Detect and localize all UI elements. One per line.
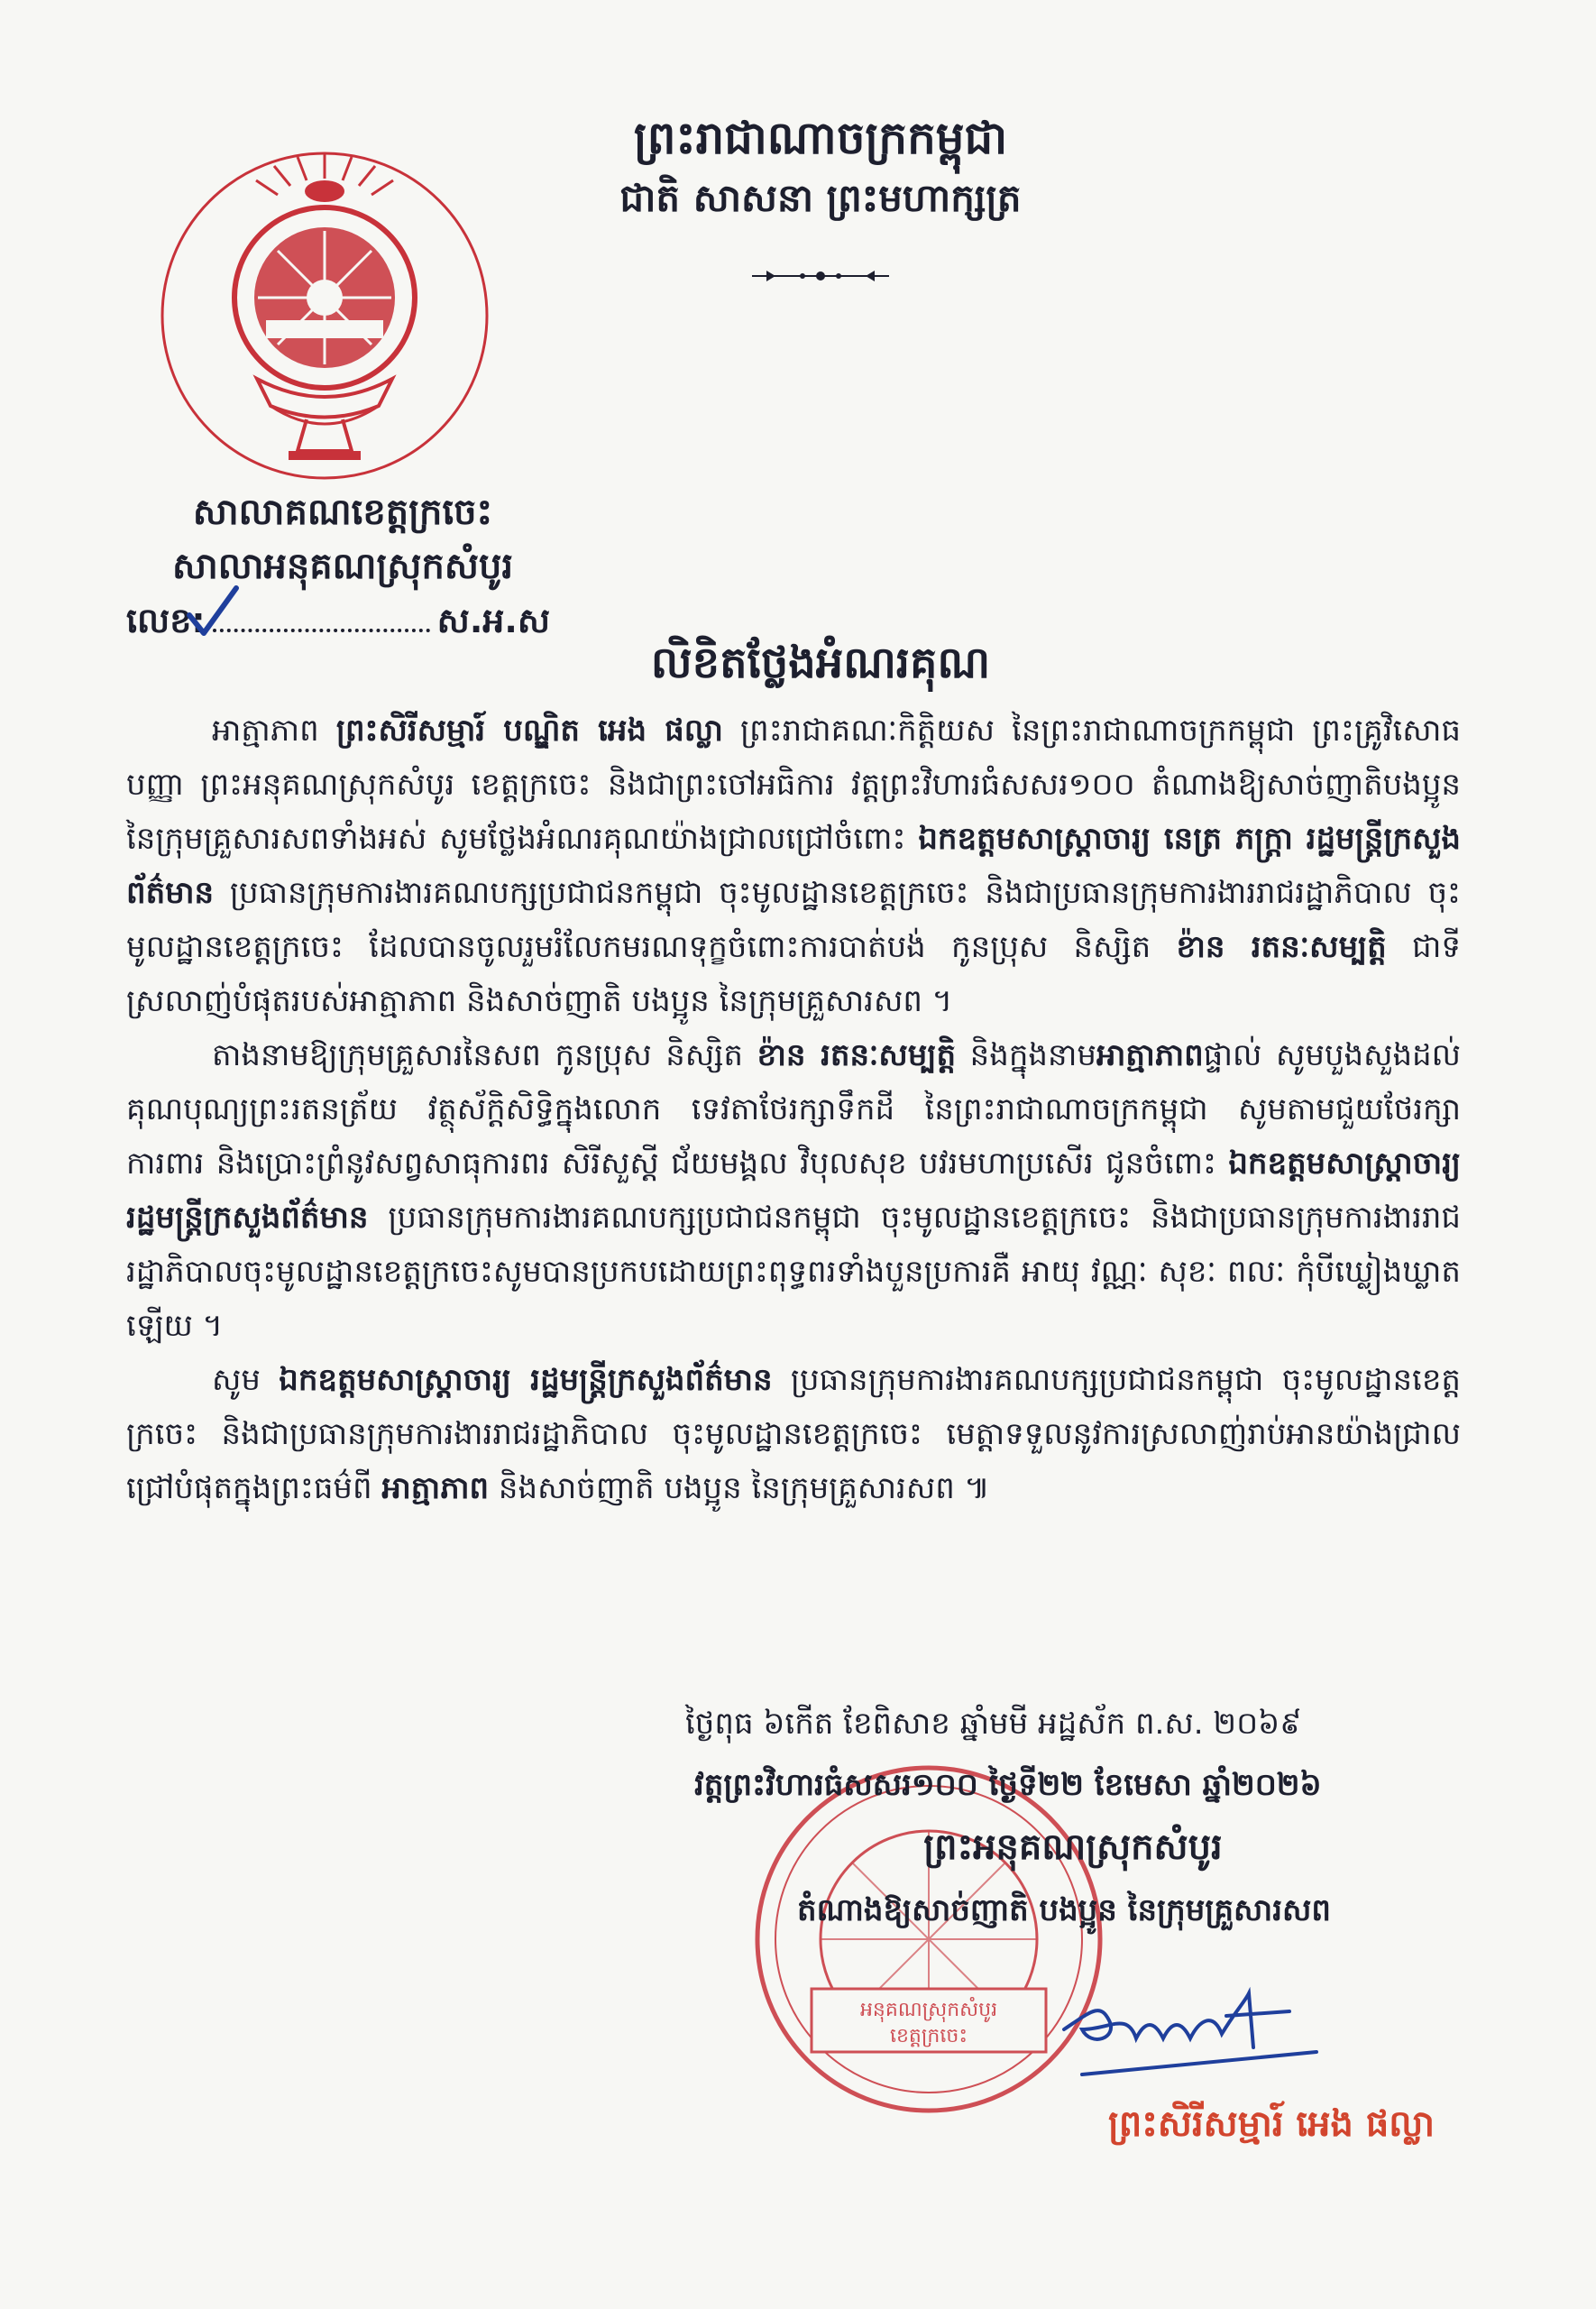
text-run: ជាទីស្រលាញ់បំផុតរបស់អាត្មាភាព និងសាច់ញាតិ បងប្អូន នៃក្រុមគ្រួសារសព ។ (126, 929, 1461, 1019)
text-run: ផ្ទាល់ សូមបួងសួងដល់គុណបុណ្យព្រះរតនត្រ័យ វត្ថុស័ក្តិសិទ្ធិក្នុងលោក ទេវតាថែរក្សាទឹកដី នៃព្រះរាជាណាចក្រកម្ពុជា សូមតាមជួយថែរក្សា ការពារ និងប្រោះព្រំនូវសព្វសាធុការពរ សិរីសួស្តី ជ័យមង្គល វិបុលសុខ បវរមហាប្រសើរ ជូនចំពោះ (126, 1037, 1461, 1182)
paragraph-2 (126, 1028, 1461, 1353)
text-run: និងសាច់ញាតិ បងប្អូន នៃក្រុមគ្រួសារសព ៕ (489, 1470, 990, 1506)
text-run: និងក្នុងនាម (956, 1037, 1096, 1073)
bold-run: ខ៉ាន រតនៈសម្បត្តិ (1176, 929, 1387, 965)
solar-date: វត្តព្រះវិហារធំសសរ១០០ ថ្ងៃទី២២ ខែមេសា ឆ្នាំ២០២៦ (694, 1767, 1322, 1803)
national-motto: ជាតិ សាសនា ព្រះមហាក្សត្រ (619, 176, 1022, 220)
seal-line-2: ខេត្តក្រចេះ (889, 2025, 968, 2047)
kingdom-heading: ព្រះរាជាណាចក្រកម្ពុជា (633, 112, 1008, 164)
bold-run: ខ៉ាន រតនៈសម្បត្តិ (757, 1037, 957, 1073)
district-office: សាលាអនុគណស្រុកសំបូរ (171, 546, 514, 587)
provincial-office: សាលាគណខេត្តក្រចេះ (192, 492, 493, 533)
text-run: ប្រធានក្រុមការងារគណបក្សប្រជាជនកម្ពុជា ចុះមូលដ្ឋានខេត្តក្រចេះ និងជាប្រធានក្រុមការងាររាជរដ្ឋាភិបាលចុះមូលដ្ឋានខេត្តក្រចេះសូមបានប្រកបដោយព្រះពុទ្ធពរទាំងបួនប្រការគឺ អាយុ វណ្ណៈ សុខៈ ពលៈ កុំបីឃ្លៀងឃ្លាតឡើយ ។ (126, 1200, 1461, 1344)
handwritten-signature (1055, 1975, 1325, 2084)
paragraph-3 (126, 1353, 1461, 1515)
bold-run: ឯកឧត្តមសាស្ត្រាចារ្យ រដ្ឋមន្ត្រីក្រសួងព័ត៌មាន (279, 1362, 773, 1398)
seal-line-1: អនុគណស្រុកសំបូរ (859, 1999, 998, 2021)
signer-name: ព្រះសិរីសម្មារ៍ អេង ផល្លា (1107, 2103, 1435, 2145)
bold-run: ព្រះសិរីសម្មារ៍ បណ្ឌិត អេង ផល្លា (335, 713, 723, 749)
letter-title: លិខិតថ្លែងអំណរគុណ (650, 638, 991, 688)
text-run: ប្រធានក្រុមការងារគណបក្សប្រជាជនកម្ពុជា ចុះមូលដ្ឋានខេត្តក្រចេះ និងជាប្រធានក្រុមការងាររាជរដ្ឋាភិបាល ចុះមូលដ្ឋានខេត្តក្រចេះ ដែលបានចូលរួមរំលែកមរណទុក្ខចំពោះការបាត់បង់ កូនប្រុស និស្សិត (126, 875, 1461, 965)
buddhist-emblem-icon (153, 144, 496, 487)
bold-run: អាត្មាភាព (1096, 1037, 1204, 1073)
reference-label: លេខ: (126, 601, 206, 640)
text-run: តាងនាមឱ្យក្រុមគ្រួសារនៃសព កូនប្រុស និស្សិត (212, 1037, 757, 1073)
ornament-divider-icon (748, 265, 893, 287)
reference-suffix: ស.អ.ស (436, 601, 550, 640)
lunar-date: ថ្ងៃពុធ ៦កើត ខែពិសាខ ឆ្នាំមមី អដ្ឋស័ក ព.ស. ២០៦៩ (685, 1706, 1302, 1742)
text-run: ប្រធានក្រុមការងារគណបក្សប្រជាជនកម្ពុជា ចុះមូលដ្ឋានខេត្តក្រចេះ និងជាប្រធានក្រុមការងាររាជរដ្ឋាភិបាល ចុះមូលដ្ឋានខេត្តក្រចេះ មេត្តាទទួលនូវការស្រលាញ់រាប់អានយ៉ាងជ្រាលជ្រៅបំផុតក្នុងព្រះធម៌ពី (126, 1362, 1462, 1506)
signatory-title: ព្រះអនុគណស្រុកសំបូរ (923, 1826, 1223, 1868)
paragraph-1 (126, 704, 1461, 1028)
text-run: សូម (212, 1362, 280, 1398)
text-run: ព្រះរាជាគណៈកិត្តិយស នៃព្រះរាជាណាចក្រកម្ពុជា ព្រះគ្រូវិសោធបញ្ញា ព្រះអនុគណស្រុកសំបូរ ខេត្តក្រចេះ និងជាព្រះចៅអធិការ វត្តព្រះវិហារធំសសរ១០០ តំណាងឱ្យសាច់ញាតិបងប្អូន នៃក្រុមគ្រួសារសពទាំងអស់ សូមថ្លែងអំណរគុណយ៉ាងជ្រាលជ្រៅចំពោះ (126, 713, 1461, 857)
bold-run: ឯកឧត្តមសាស្ត្រាចារ្យ រដ្ឋមន្ត្រីក្រសួងព័ត៌មាន (126, 1145, 1461, 1236)
reference-dots (213, 598, 430, 632)
letter-body (126, 704, 1461, 1515)
text-run: អាត្មាភាព (212, 713, 336, 749)
signatory-subtitle: តំណាងឱ្យសាច់ញាតិ បងប្អូន នៃក្រុមគ្រួសារសព (797, 1892, 1331, 1928)
check-mark-icon (180, 581, 243, 644)
bold-run: អាត្មាភាព (381, 1470, 490, 1506)
bold-run: ឯកឧត្តមសាស្ត្រាចារ្យ នេត្រ ភក្ត្រា រដ្ឋមន្ត្រីក្រសួងព័ត៌មាន (126, 821, 1461, 911)
